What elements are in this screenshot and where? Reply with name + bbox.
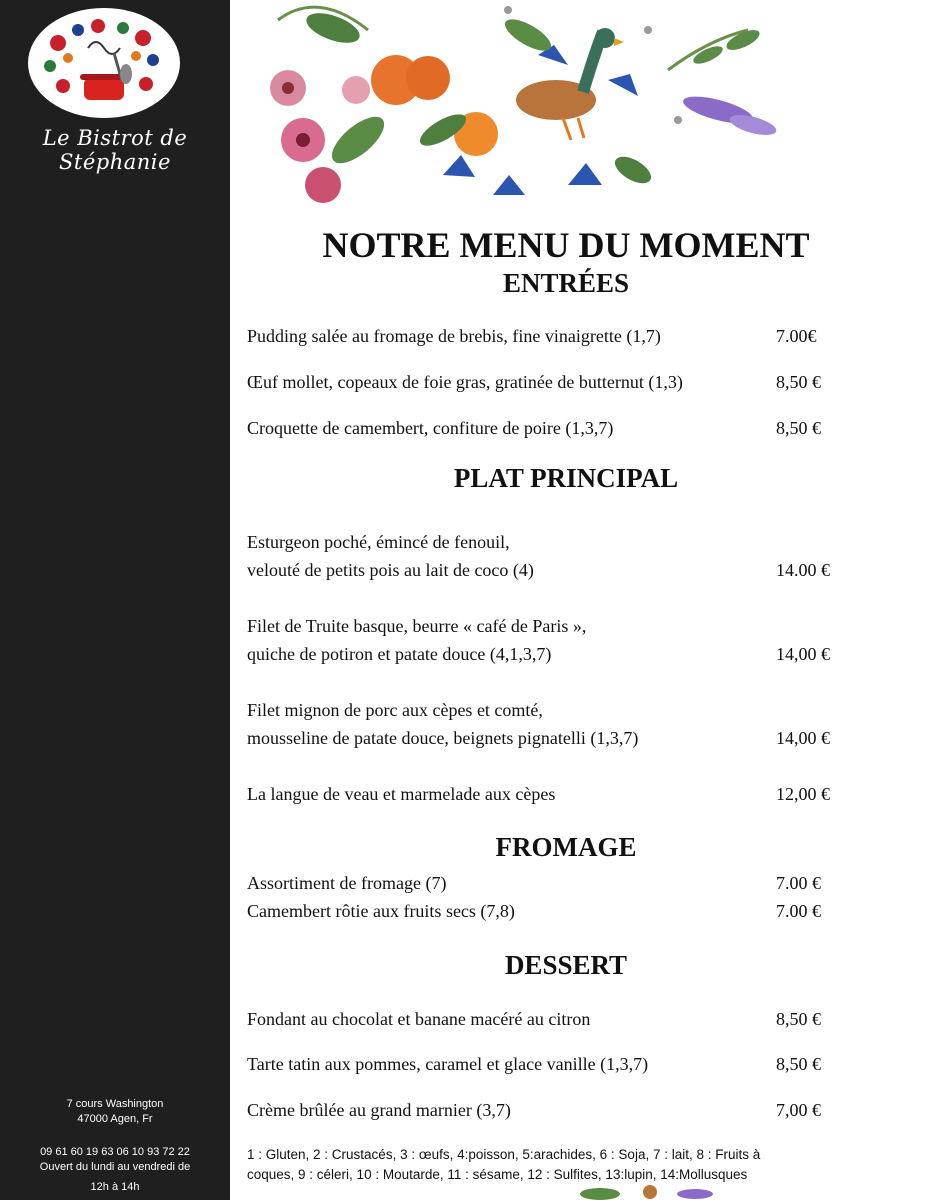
opening-hours-line-1: Ouvert du lundi au vendredi de [39, 1161, 191, 1173]
menu-item-price: 7.00 € [776, 873, 821, 893]
menu-page [230, 0, 944, 1200]
allergens-legend [247, 1145, 847, 1185]
menu-item-price: 14.00 € [776, 560, 830, 580]
menu-item-description: mousseline de patate douce, beignets pignatelli (1,3,7) [247, 728, 639, 748]
section-title-fromage: FROMAGE [495, 832, 637, 862]
menu-item-name: Croquette de camembert, confiture de poire (1,3,7) [247, 418, 614, 438]
menu-item-description: velouté de petits pois au lait de coco (4) [247, 560, 534, 580]
menu-item-price: 7.00€ [776, 326, 817, 346]
menu-item-price: 8,50 € [776, 1054, 821, 1074]
bottom-floral-decoration-icon [570, 1178, 730, 1200]
brand-name: Le Bistrot de Stéphanie [42, 126, 188, 174]
menu-item-name: Assortiment de fromage (7) [247, 873, 447, 893]
opening-hours-line-2: 12h à 14h [90, 1181, 140, 1193]
section-title-plat-principal: PLAT PRINCIPAL [453, 463, 679, 493]
menu-item-price: 7.00 € [776, 901, 821, 921]
menu-item-price: 8,50 € [776, 418, 821, 438]
menu-item-name: Œuf mollet, copeaux de foie gras, gratinée de butternut (1,3) [247, 372, 683, 392]
address-line-1: 7 cours Washington [66, 1098, 164, 1110]
menu-item-price: 7,00 € [776, 1100, 821, 1120]
menu-item-price: 12,00 € [776, 784, 830, 804]
section-title-dessert: DESSERT [504, 950, 628, 980]
menu-item-name: Tarte tatin aux pommes, caramel et glace vanille (1,3,7) [247, 1054, 649, 1074]
allergens-line-2: coques, 9 : céleri, 10 : Moutarde, 11 : sésame, 12 : Sulfites, 13:lupin, 14:Mollusques [247, 1167, 748, 1182]
menu-item-description: quiche de potiron et patate douce (4,1,3,7) [247, 644, 552, 664]
menu-title: NOTRE MENU DU MOMENT [322, 225, 810, 265]
menu-item-name: Filet de Truite basque, beurre « café de Paris », [247, 616, 587, 636]
floral-duck-illustration-icon [238, 0, 820, 210]
menu-item-name: Pudding salée au fromage de brebis, fine vinaigrette (1,7) [247, 326, 661, 346]
menu-item-price: 14,00 € [776, 644, 830, 664]
menu-item-name: Fondant au chocolat et banane macéré au citron [247, 1009, 591, 1029]
menu-item-name: Crème brûlée au grand marnier (3,7) [247, 1100, 511, 1120]
menu-item-name: La langue de veau et marmelade aux cèpes [247, 784, 556, 804]
menu-item-price: 8,50 € [776, 1009, 821, 1029]
menu-item-name: Esturgeon poché, émincé de fenouil, [247, 532, 510, 552]
section-title-entrees: ENTRÉES [502, 268, 630, 298]
sidebar [0, 0, 230, 1200]
logo-illustration-icon [28, 8, 180, 118]
restaurant-logo[interactable] [28, 8, 180, 118]
menu-item-name: Filet mignon de porc aux cèpes et comté, [247, 700, 543, 720]
allergens-line-1: 1 : Gluten, 2 : Crustacés, 3 : œufs, 4:poisson, 5:arachides, 6 : Soja, 7 : lait, 8 : Fruits à [247, 1147, 761, 1162]
menu-item-name: Camembert rôtie aux fruits secs (7,8) [247, 901, 515, 921]
address-line-2: 47000 Agen, Fr [77, 1113, 153, 1125]
phone-numbers[interactable]: 09 61 60 19 63 06 10 93 72 22 [40, 1146, 190, 1158]
menu-item-price: 8,50 € [776, 372, 821, 392]
menu-item-price: 14,00 € [776, 728, 830, 748]
